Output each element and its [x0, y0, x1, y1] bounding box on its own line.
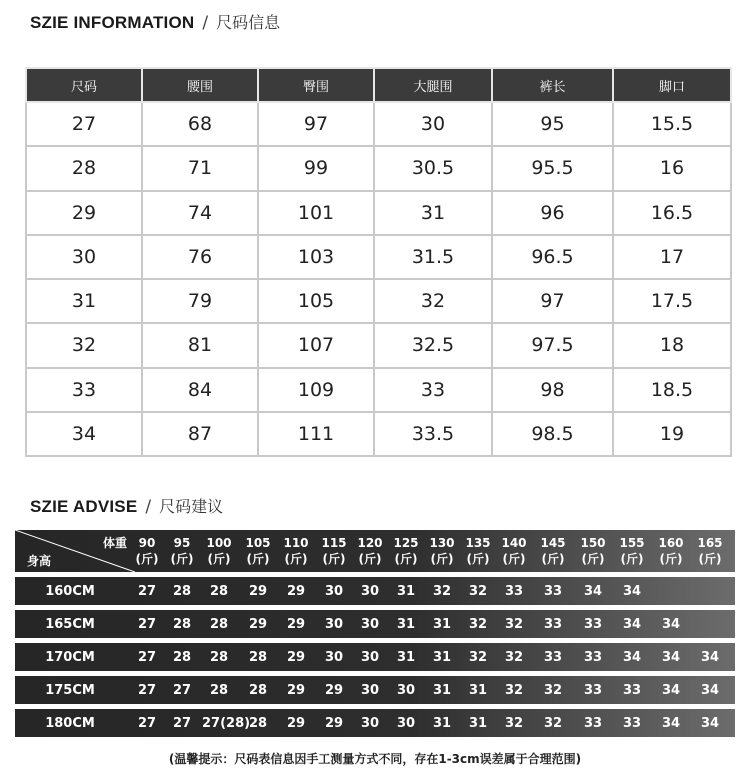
- info-table-cell: 97: [492, 279, 613, 323]
- weight-value: 145: [540, 536, 566, 550]
- size-advise-cell: 30: [324, 583, 344, 599]
- weight-value: 120: [357, 536, 383, 550]
- size-advise-cell: 34: [700, 649, 720, 665]
- info-table-cell: 95.5: [492, 146, 613, 190]
- size-advise-cell: 28: [209, 682, 229, 698]
- size-advise-cell: 29: [286, 583, 306, 599]
- info-header-cell: 尺码: [26, 68, 142, 102]
- size-advise-cell: 30: [360, 649, 380, 665]
- size-advise-cell: 30: [360, 583, 380, 599]
- weight-unit: (斤): [659, 552, 683, 566]
- weight-unit: (斤): [394, 552, 418, 566]
- weight-unit: (斤): [246, 552, 270, 566]
- size-advise-cell: 34: [583, 583, 603, 599]
- info-header-cell: 腰围: [142, 68, 258, 102]
- info-table-cell: 105: [258, 279, 374, 323]
- size-info-header-row: [26, 68, 731, 102]
- weight-value: 110: [283, 536, 309, 550]
- weight-unit: (斤): [135, 552, 159, 566]
- size-advise-cell: 33: [543, 583, 563, 599]
- info-table-cell: 16.5: [613, 191, 731, 235]
- weight-value: 160: [658, 536, 684, 550]
- size-advise-cell: 30: [396, 682, 416, 698]
- info-table-cell: 18: [613, 323, 731, 367]
- info-table-cell: 87: [142, 412, 258, 456]
- size-advise-cell: 31: [432, 715, 452, 731]
- weight-header-cell: [352, 535, 388, 567]
- size-advise-cell: 29: [286, 682, 306, 698]
- info-table-cell: 96: [492, 191, 613, 235]
- height-label: 175CM: [45, 682, 95, 698]
- size-advise-cell: 32: [504, 715, 524, 731]
- weight-unit: (斤): [541, 552, 565, 566]
- size-advise-cell: 30: [324, 649, 344, 665]
- corner-weight-label: 体重: [102, 536, 127, 550]
- size-info-table: [25, 67, 732, 457]
- info-table-cell: 16: [613, 146, 731, 190]
- size-advise-cell: 31: [432, 682, 452, 698]
- advise-title-separator: /: [145, 497, 152, 517]
- weight-unit: (斤): [207, 552, 231, 566]
- size-advise-cell: 31: [468, 715, 488, 731]
- info-header-cell: 裤长: [492, 68, 613, 102]
- info-table-row: [26, 102, 731, 146]
- weight-unit: (斤): [358, 552, 382, 566]
- weight-header-cell: [278, 535, 314, 567]
- advise-row: [15, 676, 735, 704]
- weight-header-cell: [614, 535, 650, 567]
- size-advise-cell: 34: [661, 616, 681, 632]
- weight-unit: (斤): [581, 552, 605, 566]
- size-advise-cell: 27: [137, 649, 157, 665]
- weight-header-cell: [692, 535, 728, 567]
- weight-unit: (斤): [430, 552, 454, 566]
- size-advise-cell: 27: [137, 583, 157, 599]
- size-advise-cell: 28: [248, 649, 268, 665]
- size-advise-cell: 34: [661, 649, 681, 665]
- advise-row: [15, 709, 735, 737]
- size-advise-cell: 33: [543, 649, 563, 665]
- size-advise-cell: 33: [583, 649, 603, 665]
- height-label: 160CM: [45, 583, 95, 599]
- weight-value: 130: [429, 536, 455, 550]
- weight-value: 100: [206, 536, 232, 550]
- size-advise-cell: 34: [700, 682, 720, 698]
- info-table-cell: 31: [26, 279, 142, 323]
- info-table-cell: 68: [142, 102, 258, 146]
- size-advise-cell: 33: [504, 583, 524, 599]
- weight-unit: (斤): [170, 552, 194, 566]
- info-table-cell: 97: [258, 102, 374, 146]
- size-advise-cell: 29: [286, 649, 306, 665]
- info-table-cell: 28: [26, 146, 142, 190]
- advise-header-row: [15, 530, 735, 572]
- size-advise-cell: 34: [700, 715, 720, 731]
- size-advise-cell: 32: [504, 649, 524, 665]
- info-table-cell: 29: [26, 191, 142, 235]
- height-label: 165CM: [45, 616, 95, 632]
- advise-title-cn: 尺码建议: [159, 497, 224, 516]
- info-title-en: SZIE INFORMATION: [30, 13, 195, 32]
- advise-heading: [30, 494, 223, 517]
- size-advise-cell: 28: [172, 649, 192, 665]
- size-advise-cell: 34: [661, 715, 681, 731]
- size-advise-cell: 34: [622, 583, 642, 599]
- info-title-separator: /: [202, 13, 209, 33]
- weight-value: 165: [697, 536, 723, 550]
- info-table-cell: 96.5: [492, 235, 613, 279]
- weight-value: 90: [138, 536, 156, 550]
- size-advise-cell: 33: [583, 682, 603, 698]
- size-advise-cell: 31: [468, 682, 488, 698]
- weight-unit: (斤): [284, 552, 308, 566]
- size-advise-cell: 28: [209, 583, 229, 599]
- size-advise-cell: 33: [543, 616, 563, 632]
- size-advise-cell: 30: [360, 682, 380, 698]
- info-heading: [30, 10, 280, 33]
- size-advise-cell: 34: [661, 682, 681, 698]
- info-table-cell: 32: [26, 323, 142, 367]
- info-table-cell: 34: [26, 412, 142, 456]
- size-advise-cell: 32: [543, 715, 563, 731]
- size-advise-cell: 29: [324, 682, 344, 698]
- size-advise-cell: 29: [248, 583, 268, 599]
- info-table-cell: 95: [492, 102, 613, 146]
- size-advise-cell: 27: [172, 715, 192, 731]
- size-advise-cell: 31: [432, 616, 452, 632]
- info-table-cell: 31.5: [374, 235, 492, 279]
- info-table-cell: 19: [613, 412, 731, 456]
- info-table-cell: 32: [374, 279, 492, 323]
- weight-value: 135: [465, 536, 491, 550]
- size-advise-cell: 31: [396, 649, 416, 665]
- size-advise-cell: 28: [248, 715, 268, 731]
- size-advise-cell: 32: [432, 583, 452, 599]
- size-advise-cell: 29: [324, 715, 344, 731]
- info-table-row: [26, 146, 731, 190]
- advise-row: [15, 643, 735, 671]
- info-header-cell: 脚口: [613, 68, 731, 102]
- info-header-cell: 大腿围: [374, 68, 492, 102]
- weight-unit: (斤): [620, 552, 644, 566]
- size-advise-cell: 32: [504, 616, 524, 632]
- size-advise-cell: 31: [396, 583, 416, 599]
- info-table-row: [26, 235, 731, 279]
- size-advise-cell: 34: [622, 649, 642, 665]
- weight-header-cell: [240, 535, 276, 567]
- info-table-cell: 31: [374, 191, 492, 235]
- advise-title-en: SZIE ADVISE: [30, 497, 138, 516]
- info-table-row: [26, 323, 731, 367]
- info-table-cell: 32.5: [374, 323, 492, 367]
- size-advise-cell: 30: [360, 616, 380, 632]
- size-advise-cell: 28: [209, 649, 229, 665]
- height-label: 180CM: [45, 715, 95, 731]
- size-advise-cell: 29: [286, 616, 306, 632]
- info-header-cell: 臀围: [258, 68, 374, 102]
- info-table-cell: 103: [258, 235, 374, 279]
- info-table-cell: 15.5: [613, 102, 731, 146]
- advise-corner-cell: [15, 530, 135, 572]
- weight-header-cell: [388, 535, 424, 567]
- info-table-cell: 81: [142, 323, 258, 367]
- weight-header-cell: [424, 535, 460, 567]
- corner-height-label: 身高: [27, 554, 52, 568]
- size-advise-cell: 31: [432, 649, 452, 665]
- weight-header-cell: [575, 535, 611, 567]
- weight-value: 115: [321, 536, 347, 550]
- size-advise-cell: 27: [172, 682, 192, 698]
- info-table-cell: 30.5: [374, 146, 492, 190]
- info-table-cell: 33.5: [374, 412, 492, 456]
- info-table-cell: 109: [258, 368, 374, 412]
- info-table-cell: 27: [26, 102, 142, 146]
- weight-value: 105: [245, 536, 271, 550]
- weight-header-cell: [460, 535, 496, 567]
- size-advise-cell: 29: [286, 715, 306, 731]
- weight-value: 125: [393, 536, 419, 550]
- weight-value: 95: [173, 536, 191, 550]
- size-advise-cell: 28: [209, 616, 229, 632]
- size-advise-cell: 29: [248, 616, 268, 632]
- info-title-cn: 尺码信息: [216, 13, 281, 32]
- size-advise-chart: [15, 530, 735, 742]
- info-table-cell: 17: [613, 235, 731, 279]
- weight-header-cell: [201, 535, 237, 567]
- weight-header-cell: [535, 535, 571, 567]
- info-table-cell: 30: [374, 102, 492, 146]
- size-info-body: [26, 102, 731, 456]
- advise-body: [15, 577, 735, 737]
- size-advise-cell: 34: [622, 616, 642, 632]
- info-table-cell: 18.5: [613, 368, 731, 412]
- size-advise-cell: 33: [583, 616, 603, 632]
- info-table-cell: 98: [492, 368, 613, 412]
- info-table-cell: 33: [26, 368, 142, 412]
- info-table-cell: 107: [258, 323, 374, 367]
- info-table-cell: 97.5: [492, 323, 613, 367]
- size-advise-cell: 32: [504, 682, 524, 698]
- size-advise-cell: 31: [396, 616, 416, 632]
- info-table-cell: 17.5: [613, 279, 731, 323]
- info-table-cell: 99: [258, 146, 374, 190]
- weight-header-cell: [164, 535, 200, 567]
- size-advise-cell: 30: [396, 715, 416, 731]
- size-advise-cell: 30: [360, 715, 380, 731]
- size-advise-cell: 33: [583, 715, 603, 731]
- advise-row: [15, 577, 735, 605]
- info-table-cell: 71: [142, 146, 258, 190]
- size-advise-cell: 28: [172, 616, 192, 632]
- weight-header-cell: [129, 535, 165, 567]
- size-advise-cell: 30: [324, 616, 344, 632]
- size-advise-cell: 32: [468, 649, 488, 665]
- weight-value: 150: [580, 536, 606, 550]
- weight-header-cell: [653, 535, 689, 567]
- size-advise-cell: 32: [543, 682, 563, 698]
- info-table-cell: 74: [142, 191, 258, 235]
- advise-row: [15, 610, 735, 638]
- info-table-row: [26, 191, 731, 235]
- weight-value: 140: [501, 536, 527, 550]
- info-table-cell: 84: [142, 368, 258, 412]
- info-table-cell: 98.5: [492, 412, 613, 456]
- info-table-cell: 111: [258, 412, 374, 456]
- weight-value: 155: [619, 536, 645, 550]
- info-table-cell: 101: [258, 191, 374, 235]
- size-advise-cell: 28: [172, 583, 192, 599]
- size-advise-cell: 27(28): [202, 715, 251, 731]
- size-advise-cell: 32: [468, 583, 488, 599]
- size-advise-cell: 27: [137, 616, 157, 632]
- weight-header-cell: [316, 535, 352, 567]
- info-table-row: [26, 368, 731, 412]
- info-table-cell: 33: [374, 368, 492, 412]
- weight-unit: (斤): [502, 552, 526, 566]
- measurement-footnote: (温馨提示：尺码表信息因手工测量方式不同，存在1-3cm误差属于合理范围): [168, 752, 582, 766]
- weight-header-cell: [496, 535, 532, 567]
- info-table-row: [26, 279, 731, 323]
- size-advise-cell: 33: [622, 682, 642, 698]
- size-advise-cell: 27: [137, 715, 157, 731]
- info-table-cell: 30: [26, 235, 142, 279]
- size-advise-cell: 27: [137, 682, 157, 698]
- info-table-cell: 76: [142, 235, 258, 279]
- info-table-row: [26, 412, 731, 456]
- height-label: 170CM: [45, 649, 95, 665]
- size-advise-cell: 33: [622, 715, 642, 731]
- size-advise-cell: 32: [468, 616, 488, 632]
- weight-unit: (斤): [466, 552, 490, 566]
- weight-unit: (斤): [698, 552, 722, 566]
- size-advise-cell: 28: [248, 682, 268, 698]
- info-table-cell: 79: [142, 279, 258, 323]
- weight-unit: (斤): [322, 552, 346, 566]
